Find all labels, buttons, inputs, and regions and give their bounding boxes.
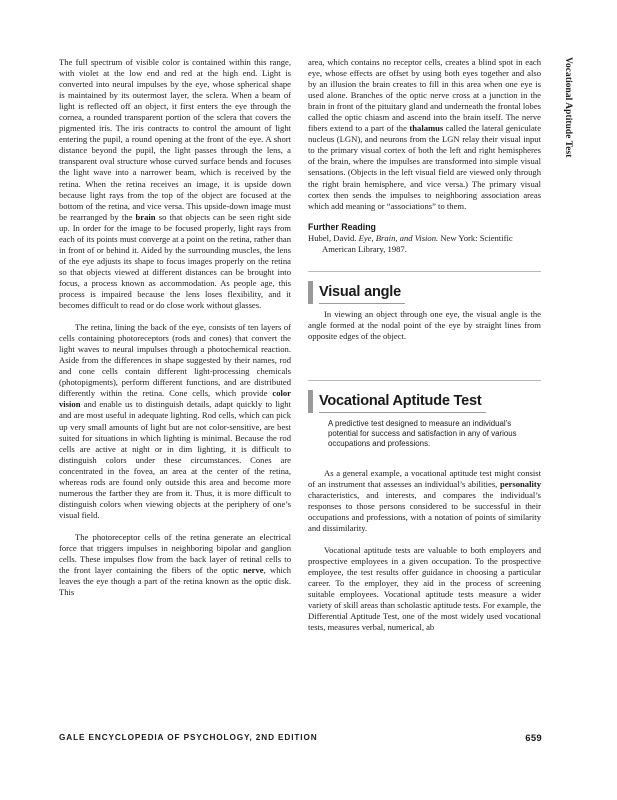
paragraph-vocational-value: Vocational aptitude tests are valuable to both employers and prospective employees in a given occupation. To the prospective employee, the test results offer guidance in choosing a particular career. To the employer, they aid in the process of screening suitable employees. Vocational aptitude tests measure a wider variety of skill areas than scholastic aptitude tests. For example, the Differential Aptitude Test, one of the most widely used vocational tests, measures verbal, numerical, ab [308, 544, 541, 633]
paragraph-blind-spot: area, which contains no receptor cells, creates a blind spot in each eye, whose effects are offset by using both eyes together and also by an illusion the brain creates to fill in this area when one eye is used alone. Branches of the optic nerve cross at a junction in the brain in front of the pituitary gland and underneath the frontal lobes called the optic chiasm and ascend into the brain itself. The nerve fibers extend to a part of the thalamus called the lateral geniculate nucleus (LGN), and neurons from the LGN relay their visual input to the primary visual cortex of both the left and right hemispheres of the brain, where the impulses are transformed into simple visual sensations. (Objects in the left visual field are viewed only through the right brain hemisphere, and vice versa.) The primary visual cortex then sends the impulses to neighboring association areas which add meaning or “associations” to them. [308, 57, 542, 211]
page-number: 659 [525, 733, 542, 744]
paragraph-eye-anatomy: The full spectrum of visible color is contained within this range, with violet at the low end and red at the high end. Light is converted into neural impulses by the eye, whose spherical shape is maintained by its outermost layer, the sclera. When a beam of light is reflected off an object, it first enters the eye through the cornea, a rounded transparent portion of the sclera that covers the pigmented iris. The iris contracts to control the amount of light entering the pupil, a round opening at the front of the eye. A short distance beyond the pupil, the light passes through the lens, a transparent oval structure whose curved surface bends and focuses the light wave into a narrower beam, which is received by the retina. When the retina receives an image, it is upside down because light rays from the top of the object are focused at the bottom of the retina, and vice versa. This upside-down image must be rearranged by the brain so that objects can be seen right side up. In order for the image to be focused properly, light rays from each of its points must converge at a point on the retina, rather than in front of or behind it. Aided by the surrounding muscles, the lens of the eye adjusts its shape to focus images properly on the retina so that objects viewed at different distances can be brought into focus, a process known as accommodation. As people age, this process is impaired because the lens loses flexibility, and it becomes difficult to read or do close work without glasses. [59, 57, 291, 311]
paragraph-visual-angle: In viewing an object through one eye, the visual angle is the angle formed at the nodal point of the eye by straight lines from opposite edges of the object. [308, 308, 541, 341]
paragraph-retina: The retina, lining the back of the eye, consists of ten layers of cells containing photoreceptors (rods and cones) that convert the light waves to neural impulses through a photochemical reaction. Aside from the differences in shape suggested by their names, rod and cone cells contain different light-processing chemicals (photopigments), perform different functions, and are distributed differently within the retina. Cone cells, which provide color vision and enable us to distinguish details, adapt quickly to light and are most useful in adequate lighting. Rod cells, which can pick up very small amounts of light but are not color-sensitive, are best suited for situations in which lighting is minimal. Because the rod cells are active at night or in dim lighting, it is difficult to distinguish colors under these circumstances. Cones are concentrated in the fovea, an area at the center of the retina, whereas rods are found only outside this area and become more numerous the farther they are from it. Thus, it is more difficult to distinguish colors when viewing objects at the periphery of one’s visual field. [59, 322, 291, 520]
link-color-vision: color vision [59, 388, 291, 410]
reference-entry: Hubel, David. Eye, Brain, and Vision. New York: Scientific American Library, 1987. [308, 232, 513, 254]
right-column [308, 57, 541, 633]
paragraph-vocational-example: As a general example, a vocational aptitude test might consist of an instrument that assesses an individual’s abilities, personality characteristics, and interests, and compares the individual’s responses to those persons considered to be successful in their occupations and professions, with a notation of points of similarity and dissimilarity. [308, 467, 541, 533]
running-head: Vocational Aptitude Test [563, 57, 573, 158]
entry-heading-visual-angle [308, 281, 541, 304]
left-column [59, 57, 291, 598]
entry-title: Vocational Aptitude Test [319, 390, 486, 413]
link-personality: personality [499, 478, 541, 489]
heading-bar-decoration [308, 390, 313, 413]
section-divider [308, 380, 541, 381]
entry-definition: A predictive test designed to measure an individual’s potential for success and satisfaction in any of various occupations and professions. [328, 418, 517, 449]
link-nerve: nerve [243, 565, 264, 576]
paragraph-photoreceptors: The photoreceptor cells of the retina generate an electrical force that triggers impulses in neighboring bipolar and ganglion cells. These impulses flow from the back layer of retinal cells to the front layer containing the fibers of the optic nerve, which leaves the eye though a part of the retina known as the optic disk. This [59, 531, 291, 598]
page-footer [59, 733, 542, 744]
entry-heading-vocational [308, 390, 541, 413]
heading-bar-decoration [308, 281, 313, 304]
publication-title: GALE ENCYCLOPEDIA OF PSYCHOLOGY, 2ND EDITION [59, 733, 318, 742]
further-reading-heading: Further Reading [308, 221, 376, 232]
link-brain: brain [135, 211, 156, 222]
section-divider [308, 271, 541, 272]
entry-title: Visual angle [319, 281, 405, 304]
link-thalamus: thalamus [409, 123, 444, 134]
